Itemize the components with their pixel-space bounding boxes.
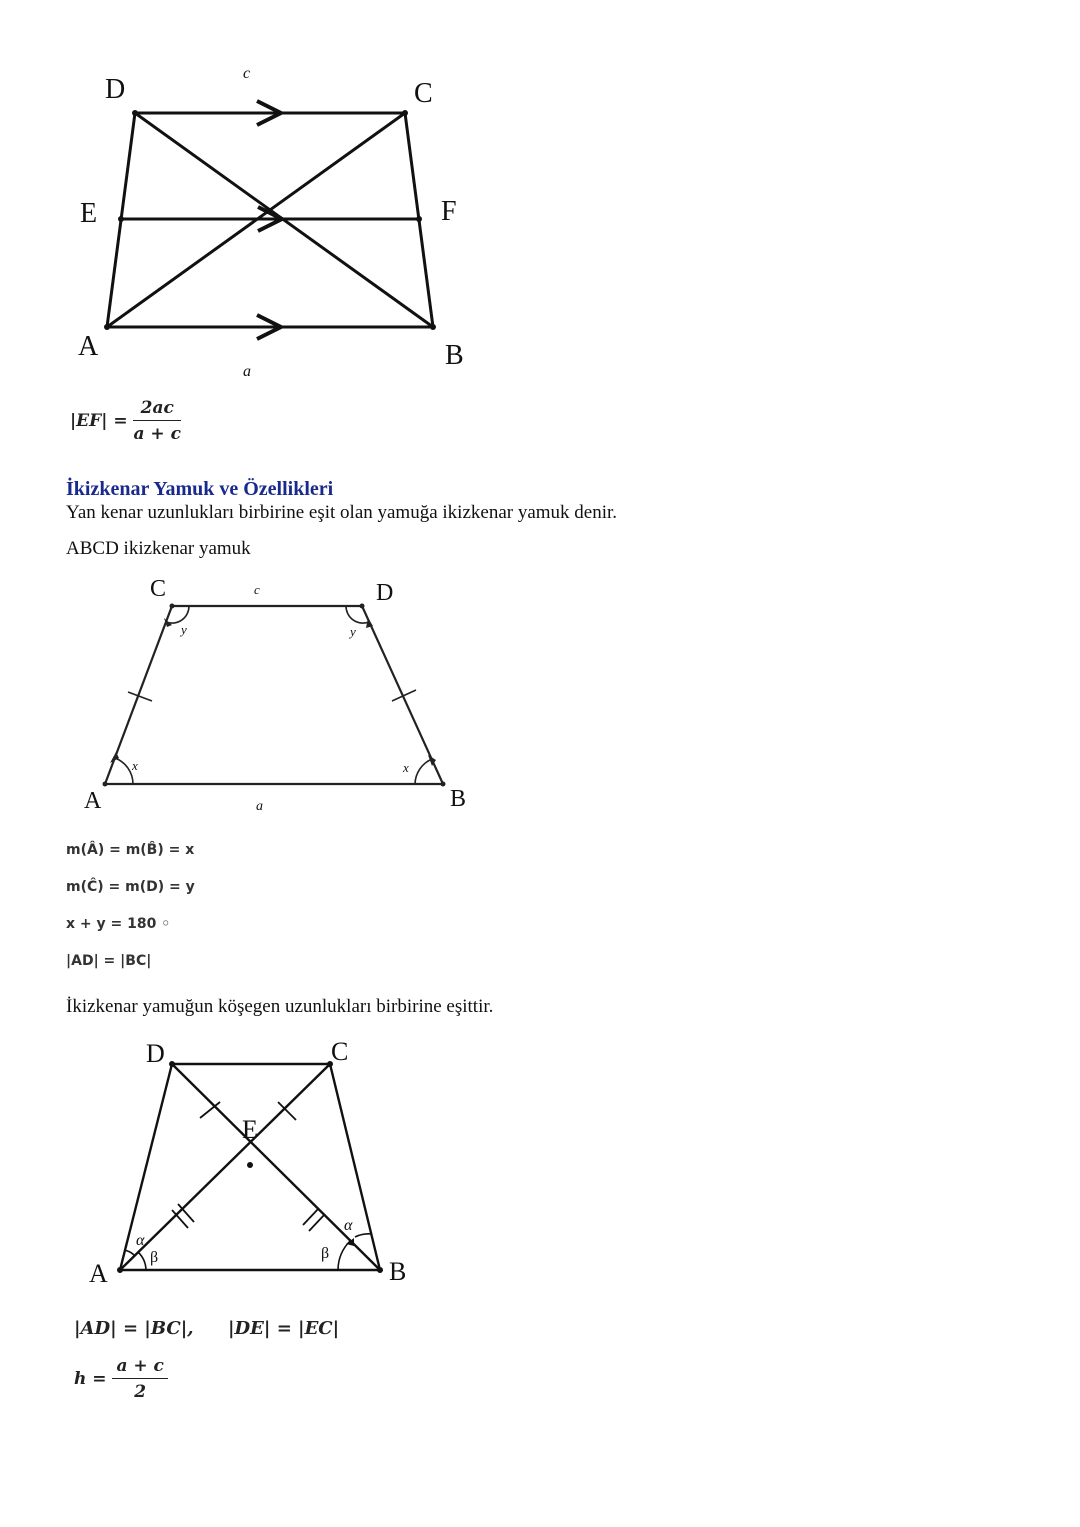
formula-h-numerator: a + c: [112, 1356, 167, 1379]
vertex-e: E: [80, 198, 98, 229]
angle-arc-beta-a: [138, 1252, 146, 1270]
angle-label-beta-b: β: [321, 1245, 330, 1262]
angle-label-x-left: x: [132, 758, 138, 773]
formula-ef-lhs: |EF| =: [70, 411, 128, 431]
vertex-e: E: [242, 1115, 258, 1144]
trapezoid-figure-1: [0, 0, 1080, 400]
vertex-b: B: [389, 1257, 407, 1286]
vertex-c: C: [414, 78, 433, 109]
formula-ef: [70, 398, 181, 444]
formula-ef-numerator: 2ac: [133, 398, 180, 421]
side-ad: [120, 1064, 172, 1270]
diagonal-ac: [120, 1064, 330, 1270]
property-equal-sides: |AD| = |BC|: [66, 953, 152, 969]
diagonal-statement: İkizkenar yamuğun köşegen uzunlukları birbirine eşittir.: [66, 996, 494, 1017]
angle-arc-alpha-a: [124, 1250, 135, 1256]
angle-arc-b: [415, 759, 432, 784]
angle-label-alpha-b: α: [344, 1217, 353, 1234]
isosceles-trapezoid-figure: [0, 560, 1080, 860]
property-angles-ab: m(Â) = m(B̂) = x: [66, 842, 195, 858]
formula-h-lhs: h =: [74, 1369, 107, 1389]
figure-caption: ABCD ikizkenar yamuk: [66, 538, 251, 559]
vertex-d: D: [146, 1039, 165, 1068]
angle-arc-a: [115, 758, 133, 784]
vertex-d: D: [105, 74, 126, 105]
section-title: İkizkenar Yamuk ve Özellikleri: [66, 478, 334, 500]
vertex-c: C: [150, 576, 167, 602]
vertex-d: D: [376, 580, 394, 606]
vertex-f: F: [441, 196, 457, 227]
side-label-a: a: [243, 363, 251, 380]
side-label-c: c: [254, 582, 260, 597]
side-label-c: c: [243, 65, 251, 82]
property-angles-cd: m(Ĉ) = m(D) = y: [66, 879, 195, 895]
trapezoid-diagonals-figure: [0, 1030, 1080, 1300]
property-angle-sum: x + y = 180 ◦: [66, 916, 171, 932]
formula-h-denominator: 2: [134, 1382, 147, 1402]
equality-ad-bc: |AD| = |BC|,: [74, 1318, 194, 1339]
definition-text: Yan kenar uzunlukları birbirine eşit olan yamuğa ikizkenar yamuk denir.: [66, 502, 618, 523]
angle-label-y-left: y: [181, 622, 187, 637]
equality-de-ec: |DE| = |EC|: [228, 1318, 340, 1339]
vertex-b: B: [450, 786, 467, 812]
vertex-a: A: [84, 788, 102, 814]
vertex-c: C: [331, 1037, 349, 1066]
formula-h: [74, 1356, 168, 1402]
formula-ef-denominator: a + c: [133, 424, 181, 444]
angle-label-alpha-a: α: [136, 1232, 145, 1249]
vertex-a: A: [89, 1259, 108, 1288]
angle-label-beta-a: β: [150, 1249, 159, 1266]
side-label-a: a: [256, 799, 263, 814]
angle-arc-beta-b: [338, 1241, 350, 1270]
vertex-b: B: [445, 340, 464, 371]
angle-label-y-right: y: [350, 624, 356, 639]
angle-arc-alpha-b: [355, 1234, 372, 1237]
diagonal-db: [172, 1064, 380, 1270]
angle-label-x-right: x: [403, 760, 409, 775]
vertex-a: A: [78, 331, 99, 362]
side-cb: [330, 1064, 380, 1270]
